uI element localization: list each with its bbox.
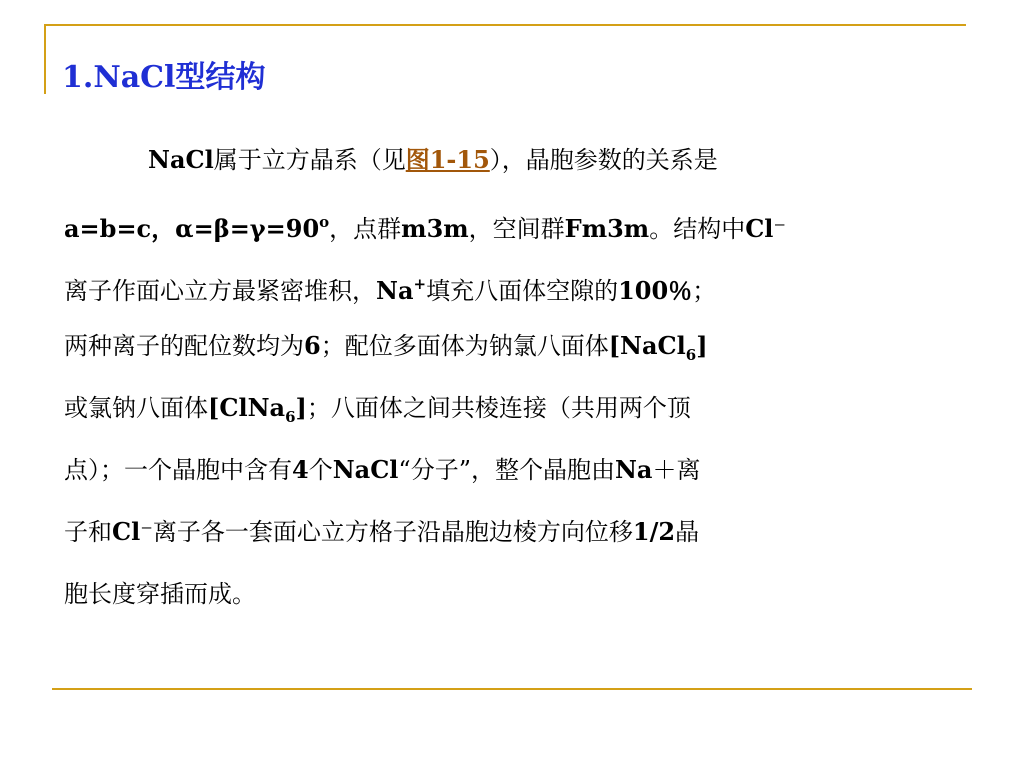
- subscript: 6: [285, 408, 296, 426]
- formula-nacl: NaCl: [332, 455, 399, 484]
- subscript: 6: [685, 346, 697, 364]
- paragraph-line-2: [64, 198, 964, 260]
- coordination-number: 6: [304, 331, 321, 360]
- fraction-value: 1/2: [632, 517, 676, 546]
- text-segment: ；: [692, 277, 717, 305]
- text-segment: 个: [308, 456, 333, 484]
- text-segment: 晶: [675, 518, 700, 546]
- lattice-relation: a=b=c，: [64, 214, 176, 243]
- text-segment: ，点群: [329, 215, 402, 243]
- body-paragraph: [64, 136, 964, 632]
- paragraph-line-8: [64, 570, 964, 632]
- formula-clna6: [ClNa: [208, 393, 286, 422]
- formula-na: Na: [614, 455, 653, 484]
- text-segment: 两种离子的配位数均为: [64, 332, 304, 360]
- degree-superscript: o: [319, 213, 330, 231]
- text-segment: 或氯钠八面体: [64, 394, 208, 422]
- text-segment: 胞长度穿插而成。: [64, 580, 256, 608]
- figure-reference-link[interactable]: 图1-15: [405, 145, 490, 174]
- formula-cl: Cl: [112, 517, 141, 546]
- text-segment: ），晶胞参数的关系是: [489, 146, 718, 174]
- text-segment: ；配位多面体为钠氯八面体: [320, 332, 609, 360]
- formula-na: Na: [376, 276, 414, 305]
- text-segment: ⁻离子各一套面心立方格子沿晶胞边棱方向位移: [140, 518, 633, 546]
- text-segment: 子和: [64, 518, 112, 546]
- paragraph-line-7: [64, 508, 964, 570]
- text-segment: 离子作面心立方最紧密堆积，: [64, 277, 376, 305]
- left-rule: [44, 24, 46, 94]
- paragraph-line-3: [64, 260, 964, 322]
- text-segment: ；八面体之间共棱连接（共用两个顶: [306, 394, 691, 422]
- bottom-rule: [52, 688, 972, 690]
- bracket: ]: [295, 393, 307, 422]
- text-segment: 属于立方晶系（见: [213, 146, 406, 174]
- paragraph-line-5: [64, 384, 964, 446]
- text-segment: ＋离: [652, 456, 701, 484]
- formula-nacl: NaCl: [148, 145, 214, 174]
- point-group: m3m: [401, 214, 469, 243]
- top-rule: [44, 24, 966, 26]
- paragraph-line-6: [64, 446, 964, 508]
- text-segment: 。结构中: [649, 215, 746, 243]
- text-segment: 点）；一个晶胞中含有: [64, 456, 292, 484]
- slide-title: 1.NaCl型结构: [62, 60, 266, 95]
- formula-nacl6: [NaCl: [608, 331, 686, 360]
- paragraph-line-4: [64, 322, 964, 384]
- text-segment: “分子”，整个晶胞由: [398, 456, 615, 484]
- space-group: Fm3m: [564, 214, 650, 243]
- text-segment: ，空间群: [468, 215, 565, 243]
- angle-relation: α=β=γ=90: [175, 214, 320, 243]
- formula-cl: Cl: [745, 214, 774, 243]
- percentage-value: 100％: [618, 276, 693, 305]
- charge-sign: ⁻: [773, 215, 787, 243]
- molecule-count: 4: [292, 455, 309, 484]
- text-segment: 填充八面体空隙的: [426, 277, 619, 305]
- charge-superscript: +: [413, 275, 427, 293]
- paragraph-line-1: [64, 136, 964, 198]
- bracket: ]: [696, 331, 708, 360]
